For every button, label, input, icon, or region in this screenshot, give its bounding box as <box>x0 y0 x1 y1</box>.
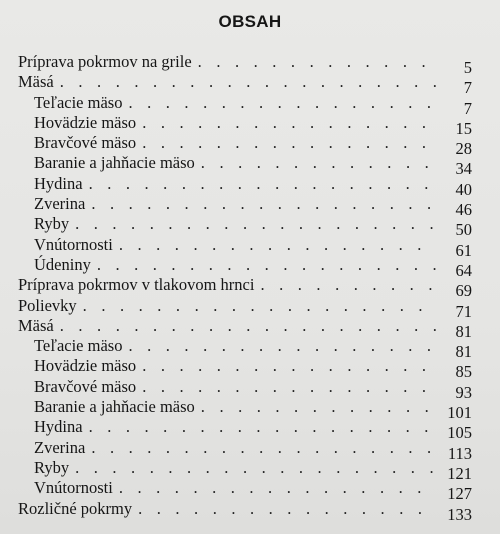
toc-entry-label: Teľacie mäso <box>34 92 123 112</box>
toc-entry <box>18 336 472 362</box>
toc-entry <box>18 376 472 402</box>
toc-entry-label: Zverina <box>34 437 86 457</box>
toc-entry-page: 113 <box>447 443 472 463</box>
toc-entry-page: 50 <box>455 220 472 240</box>
toc-entry <box>18 92 472 118</box>
toc-entry <box>18 194 472 220</box>
toc-entry-page: 101 <box>447 403 472 423</box>
toc-entry-page: 81 <box>455 342 472 362</box>
toc-entry-label: Príprava pokrmov na grile <box>18 52 192 71</box>
toc-entry-page: 121 <box>447 463 472 483</box>
dot-leader <box>128 336 436 356</box>
toc-entry-page: 85 <box>455 362 472 382</box>
dot-leader <box>60 316 436 336</box>
toc-entry-page: 133 <box>447 504 472 524</box>
page-title: OBSAH <box>218 12 282 31</box>
toc-entry-label: Baranie a jahňacie mäso <box>34 153 195 173</box>
toc-entry <box>18 417 472 443</box>
toc-entry-label: Polievky <box>18 295 77 315</box>
toc-entry-label: Údeniny <box>34 254 91 274</box>
dot-leader <box>91 438 436 458</box>
toc-entry-label: Hovädzie mäso <box>34 356 137 376</box>
toc-entry-label: Ryby <box>34 214 70 234</box>
dot-leader <box>89 417 436 437</box>
table-of-contents <box>18 52 472 524</box>
toc-entry-label: Teľacie mäso <box>34 336 123 356</box>
toc-entry <box>18 133 472 159</box>
dot-leader <box>142 113 436 133</box>
toc-entry <box>18 275 472 301</box>
dot-leader <box>119 478 436 498</box>
toc-entry <box>18 478 472 504</box>
toc-entry <box>18 295 472 321</box>
toc-entry <box>18 52 472 77</box>
dot-leader <box>142 356 436 376</box>
toc-entry-page: 105 <box>447 423 472 443</box>
toc-entry <box>18 254 472 280</box>
toc-entry-label: Bravčové mäso <box>34 376 137 396</box>
dot-leader <box>198 52 436 72</box>
toc-entry-page: 34 <box>455 159 472 179</box>
toc-entry-label: Vnútornosti <box>34 478 113 498</box>
toc-entry-label: Mäsá <box>18 315 54 335</box>
dot-leader <box>75 214 436 234</box>
toc-entry-page: 28 <box>455 139 472 159</box>
dot-leader <box>91 194 436 214</box>
toc-entry-label: Hovädzie mäso <box>34 112 137 132</box>
toc-entry-page: 93 <box>455 382 472 402</box>
dot-leader <box>83 296 436 316</box>
toc-entry-page: 7 <box>463 78 472 98</box>
toc-entry-page: 40 <box>455 179 472 199</box>
dot-leader <box>97 255 436 275</box>
toc-entry-page: 5 <box>463 58 472 77</box>
toc-entry-label: Baranie a jahňacie mäso <box>34 397 195 417</box>
toc-entry-page: 64 <box>455 260 472 280</box>
dot-leader <box>89 174 436 194</box>
dot-leader <box>142 133 436 153</box>
toc-entry <box>18 397 472 423</box>
toc-entry-page: 15 <box>455 118 472 138</box>
toc-entry-page: 69 <box>455 281 472 301</box>
toc-entry <box>18 112 472 138</box>
toc-entry-page: 127 <box>447 484 472 504</box>
dot-leader <box>260 275 436 295</box>
toc-entry-label: Mäsá <box>18 72 54 92</box>
toc-entry <box>18 72 472 98</box>
dot-leader <box>201 397 436 417</box>
toc-entry <box>18 437 472 463</box>
dot-leader <box>138 499 436 519</box>
dot-leader <box>75 458 436 478</box>
dot-leader <box>128 93 436 113</box>
toc-entry <box>18 457 472 483</box>
toc-entry-label: Príprava pokrmov v tlakovom hrnci <box>18 275 255 295</box>
toc-entry <box>18 173 472 199</box>
toc-entry-label: Hydina <box>34 173 83 193</box>
toc-entry-label: Rozličné pokrmy <box>18 498 133 518</box>
dot-leader <box>142 377 436 397</box>
toc-entry <box>18 153 472 179</box>
toc-entry-page: 46 <box>455 200 472 220</box>
toc-entry-page: 61 <box>455 240 472 260</box>
toc-entry <box>18 214 472 240</box>
toc-entry <box>18 315 472 341</box>
dot-leader <box>60 72 436 92</box>
dot-leader <box>119 235 436 255</box>
toc-entry-label: Zverina <box>34 194 86 214</box>
toc-entry-label: Vnútornosti <box>34 234 113 254</box>
toc-entry-page: 7 <box>463 98 472 118</box>
toc-entry <box>18 356 472 382</box>
dot-leader <box>201 153 436 173</box>
toc-entry <box>18 234 472 260</box>
toc-entry-label: Ryby <box>34 457 70 477</box>
toc-entry-page: 71 <box>455 301 472 321</box>
toc-entry-page: 81 <box>455 321 472 341</box>
toc-entry-label: Bravčové mäso <box>34 133 137 153</box>
toc-entry <box>18 498 472 524</box>
toc-entry-label: Hydina <box>34 417 83 437</box>
